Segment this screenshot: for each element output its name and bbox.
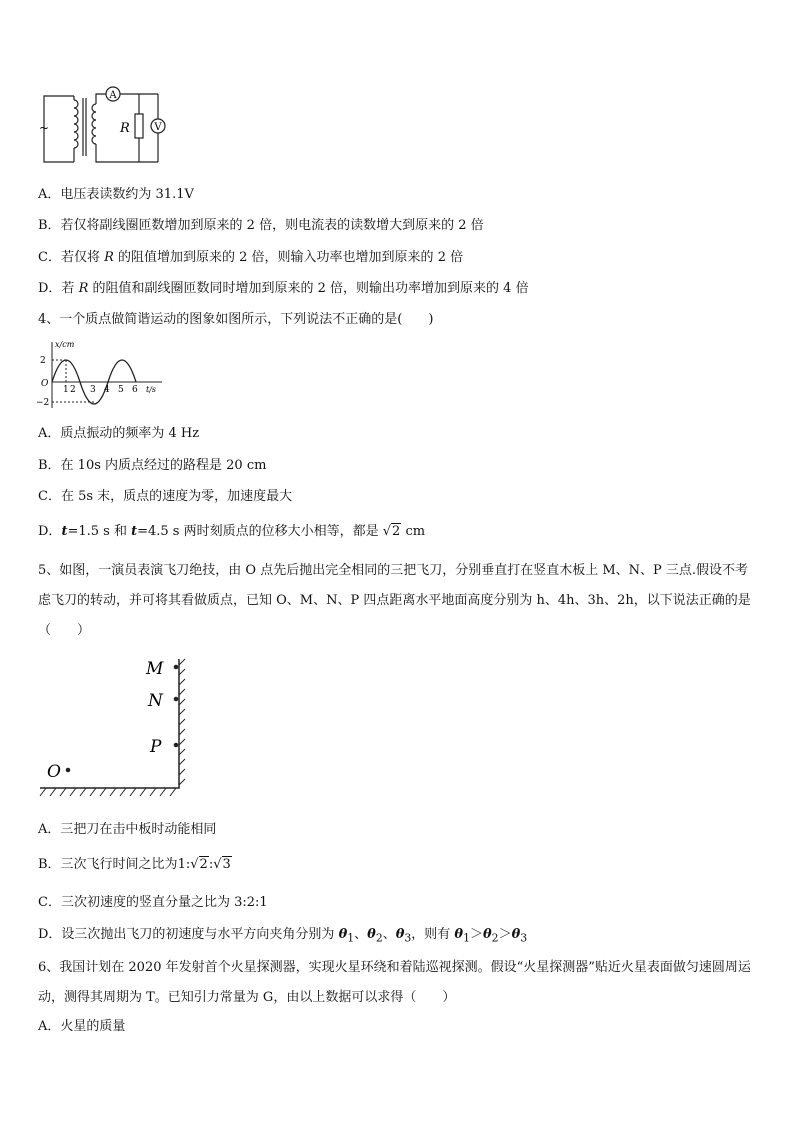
q5-d-rel-theta2: θ — [483, 927, 492, 942]
ac-source-label: ~ — [39, 121, 50, 135]
q4-option-b: B．在 10s 内质点经过的路程是 20 cm — [38, 458, 267, 473]
q5-d-comma1: 、 — [354, 927, 368, 942]
graph-xtick-3: 3 — [90, 385, 96, 395]
ammeter-label: A — [109, 90, 117, 101]
q5-b-sep-2: : — [208, 857, 214, 872]
q5-option-a: A．三把刀在击中板时动能相同 — [38, 822, 217, 837]
q5-b-ratio-2: 2 — [199, 857, 208, 872]
point-o-label: O — [47, 762, 61, 782]
q5-d-rel-sub1: 1 — [463, 931, 470, 945]
q4-d-t1: t — [61, 524, 68, 539]
q3-option-c-prefix: C．若仅将 — [38, 250, 105, 265]
q5-d-sub2: 2 — [375, 931, 383, 945]
graph-xtick-5: 5 — [118, 385, 124, 395]
graph-ytick-neg: −2 — [36, 398, 50, 408]
q5-option-d — [38, 925, 527, 949]
q6-stem: 6、我国计划在 2020 年发射首个火星探测器，实现火星环绕和着陆巡视探测。假设“火星探测器”贴近火星表面做匀速圆周运动，测得其周期为 T。已知引力常量为 G，由以上数据可以求得（ ） — [38, 960, 751, 1005]
q5-b-ratio-1: 1 — [177, 857, 186, 872]
voltmeter-label: V — [154, 122, 162, 133]
q5-d-rel-sub2: 2 — [491, 931, 499, 945]
q5-d-rel-theta3: θ — [511, 927, 521, 942]
q3-option-d-prefix: D．若 — [38, 281, 79, 296]
point-n-label: N — [148, 691, 163, 711]
q5-d-comma2: 、 — [382, 927, 396, 942]
sqrt-symbol: √ — [190, 857, 199, 872]
q3-option-d-suffix: 的阻值和副线圈匝数同时增加到原来的 2 倍，则输出功率增加到原来的 4 倍 — [88, 281, 529, 296]
q5-d-gt1: ＞ — [469, 927, 483, 942]
graph-xlabel: t/s — [146, 385, 157, 394]
graph-xtick-2: 2 — [70, 385, 76, 395]
q3-option-b: B．若仅将副线圈匝数增加到原来的 2 倍，则电流表的读数增大到原来的 2 倍 — [38, 218, 484, 233]
q5-d-mid: ，则有 — [411, 927, 455, 942]
shm-graph-figure — [36, 338, 166, 410]
q3-option-c-var: R — [104, 250, 114, 265]
q5-d-rel-theta1: θ — [454, 927, 464, 942]
graph-ylabel: x/cm — [55, 340, 75, 349]
graph-xtick-4: 4 — [104, 385, 110, 395]
q5-d-theta3: θ — [395, 927, 405, 942]
q4-d-mid2: =4.5 s 两时刻质点的位移大小相等，都是 — [137, 524, 383, 539]
q3-option-c-suffix: 的阻值增加到原来的 2 倍，则输入功率也增加到原来的 2 倍 — [113, 250, 464, 265]
q5-d-sub1: 1 — [347, 931, 355, 945]
q5-option-b — [38, 855, 232, 875]
q6-option-a: A．火星的质量 — [38, 1019, 126, 1034]
q4-stem: 4、一个质点做简谐运动的图象如图所示，下列说法不正确的是( ) — [38, 312, 434, 327]
q4-d-sqrt-value: 2 — [392, 524, 401, 539]
q4-d-prefix: D． — [38, 524, 62, 539]
q3-option-c — [38, 248, 463, 268]
q4-option-c: C．在 5s 末，质点的速度为零，加速度最大 — [38, 489, 293, 504]
transformer-circuit-figure — [36, 86, 176, 168]
q3-option-a: A．电压表读数约为 31.1V — [38, 187, 194, 202]
point-p-label: P — [150, 737, 162, 757]
q5-d-rel-sub3: 3 — [520, 931, 528, 945]
q5-b-prefix: B．三次飞行时间之比为 — [38, 857, 178, 872]
q5-d-gt2: ＞ — [498, 927, 512, 942]
q4-d-suffix: cm — [401, 524, 426, 539]
q5-d-sub3: 3 — [404, 931, 412, 945]
flying-knife-figure — [36, 655, 196, 805]
q4-d-mid1: =1.5 s 和 — [67, 524, 132, 539]
resistor-label: R — [120, 121, 130, 136]
q5-b-sep-1: : — [185, 857, 191, 872]
q5-d-theta2: θ — [367, 927, 376, 942]
graph-origin: O — [41, 379, 49, 389]
q5-d-prefix: D．设三次抛出飞刀的初速度与水平方向夹角分别为 — [38, 927, 339, 942]
q3-option-d-var: R — [78, 281, 89, 296]
graph-ytick-pos: 2 — [40, 356, 46, 366]
q4-d-t2: t — [131, 524, 138, 539]
q5-option-c: C．三次初速度的竖直分量之比为 3:2:1 — [38, 895, 268, 910]
sqrt-symbol: √ — [382, 524, 392, 539]
q5-stem: 5、如图，一演员表演飞刀绝技，由 O 点先后抛出完全相同的三把飞刀，分别垂直打在竖直木板上 M、N、P 三点.假设不考虑飞刀的转动，并可将其看做质点，已知 O、M、N、P 四点距离水平地面高度分别为 h、4h、3h、2h，以下说法正确的是（ ） — [38, 563, 751, 638]
q3-option-d — [38, 279, 529, 299]
q4-option-a: A．质点振动的频率为 4 Hz — [38, 426, 200, 441]
sqrt-symbol: √ — [213, 857, 222, 872]
q5-d-theta1: θ — [338, 927, 348, 942]
graph-xtick-1: 1 — [63, 385, 69, 395]
graph-xtick-6: 6 — [132, 385, 138, 395]
q4-option-d — [38, 522, 425, 542]
q5-b-ratio-3: 3 — [222, 857, 231, 872]
point-m-label: M — [146, 659, 164, 679]
